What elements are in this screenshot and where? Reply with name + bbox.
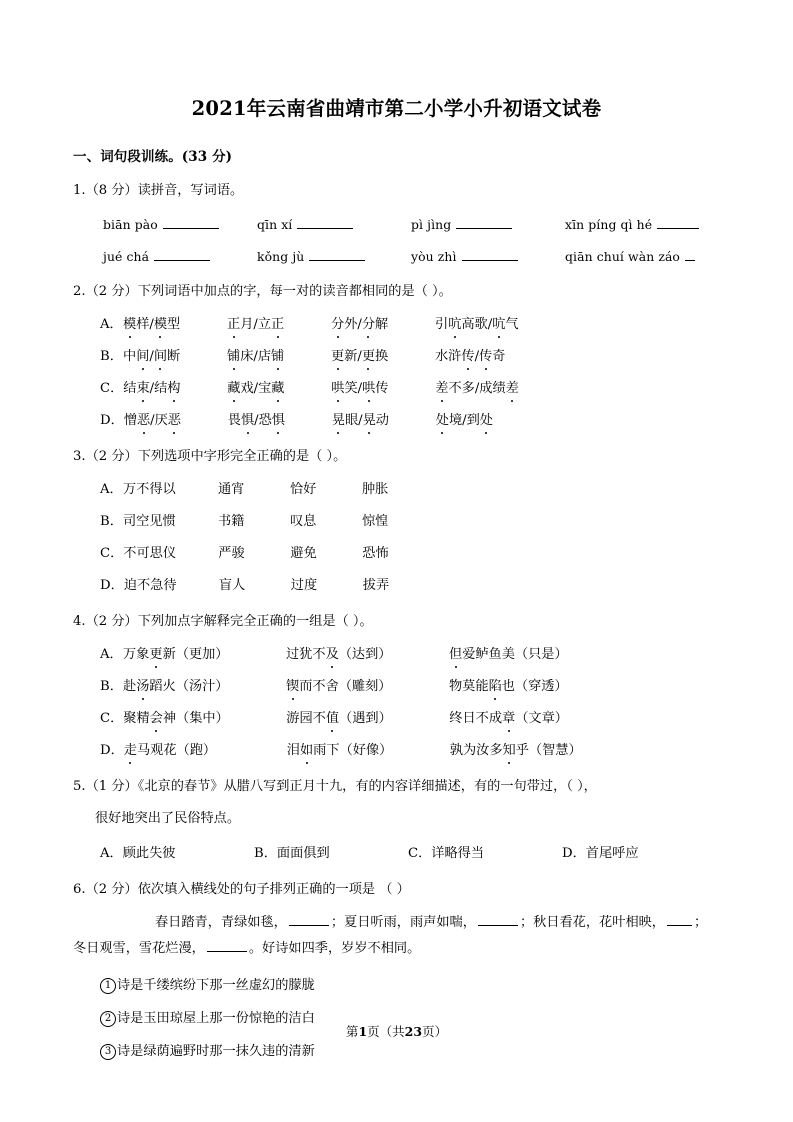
option-label: B．: [100, 513, 123, 529]
option-cell: 万象更新（更加）: [123, 644, 286, 665]
option-cell: 万不得以: [123, 481, 176, 497]
answer-blank[interactable]: [289, 914, 329, 926]
option-cell: 司空见惯: [123, 513, 176, 529]
option-cell: 肿胀: [362, 481, 389, 497]
question-4-stem: 4.（2 分）下列加点字解释完全正确的一组是（ ）。: [73, 614, 373, 630]
pinyin-text: yòu zhì: [411, 248, 457, 264]
option-cell: 通宵: [218, 481, 245, 497]
option-cell: 畏惧/恐惧: [228, 410, 332, 431]
option-cell: 书籍: [218, 513, 245, 529]
option-row-d[interactable]: [73, 740, 720, 761]
option-cell: 处境/到处: [436, 410, 493, 431]
option-cell: 避免: [290, 545, 317, 561]
option-label: D．: [100, 578, 124, 594]
list-item-text: 诗是绿荫遍野时那一抹久违的清新: [117, 1044, 315, 1059]
paragraph-indent: [73, 915, 155, 930]
option-row-c[interactable]: [73, 378, 720, 399]
option-cell: 赴汤蹈火（汤汁）: [123, 676, 286, 697]
option-cell: 但爱鲈鱼美（只是）: [449, 644, 568, 665]
option-cell: 迫不急待: [123, 578, 177, 594]
footer-prefix: 第: [345, 1024, 359, 1039]
pinyin-row: [103, 215, 720, 235]
answer-blank[interactable]: [297, 217, 353, 229]
option-cell: 游园不值（遇到）: [286, 708, 449, 729]
option-cell: 铺床/店铺: [227, 346, 331, 367]
option-c[interactable]: C．详略得当: [408, 845, 485, 861]
option-cell: 恰好: [290, 481, 317, 497]
question-5-stem-line1: 5.（1 分）《北京的春节》从腊八写到正月十九，有的内容详细描述，有的一句带过，（ ），: [73, 779, 597, 795]
option-cell: 物莫能陷也（穿透）: [449, 676, 568, 697]
option-d[interactable]: D．首尾呼应: [562, 845, 639, 861]
list-item: [100, 1041, 720, 1062]
option-row-c[interactable]: [73, 543, 720, 564]
circled-number-icon: 1: [100, 978, 116, 994]
page-footer: [0, 1022, 793, 1040]
question-6-sentence-list: [73, 975, 720, 1062]
pinyin-text: biān pào: [103, 216, 158, 232]
option-row-d[interactable]: [73, 575, 720, 596]
option-label: A．: [100, 316, 123, 332]
question-4: [73, 611, 720, 761]
option-label: D．: [100, 742, 124, 758]
option-label: B．: [100, 678, 123, 694]
option-cell: 过度: [290, 578, 318, 594]
pinyin-text: jué chá: [103, 248, 150, 264]
option-label: C．: [100, 545, 124, 561]
option-cell: 差不多/成绩差: [435, 378, 519, 399]
option-cell: 孰为汝多知乎（智慧）: [450, 740, 582, 761]
option-label: D．: [100, 413, 124, 429]
option-row-d[interactable]: [73, 410, 720, 431]
option-cell: 盲人: [218, 578, 246, 594]
option-cell: 聚精会神（集中）: [123, 708, 286, 729]
option-cell: 过犹不及（达到）: [286, 644, 449, 665]
question-2: [73, 281, 720, 431]
option-cell: 终日不成章（文章）: [449, 708, 568, 729]
footer-total-pages: 23: [404, 1024, 423, 1039]
option-cell: 更新/更换: [331, 346, 435, 367]
option-row-c[interactable]: [73, 708, 720, 729]
option-label: B．: [100, 348, 123, 364]
option-a[interactable]: A．顾此失彼: [100, 845, 176, 861]
option-row-a[interactable]: [73, 314, 720, 335]
answer-blank[interactable]: [456, 217, 512, 229]
option-cell: 走马观花（跑）: [124, 740, 287, 761]
list-item: [100, 975, 720, 996]
pinyin-cell: [103, 215, 257, 235]
pinyin-cell: [257, 215, 411, 235]
option-cell: 晃眼/晃动: [332, 410, 436, 431]
option-label: A．: [100, 481, 123, 497]
option-cell: 锲而不舍（雕刻）: [286, 676, 449, 697]
list-item-text: 诗是千缕缤纷下那一丝虚幻的朦胧: [117, 977, 315, 993]
question-5-options: [73, 843, 720, 864]
footer-middle: 页（共: [367, 1024, 405, 1039]
option-cell: 正月/立正: [227, 314, 331, 335]
question-5-stem-line2: 很好地突出了民俗特点。: [95, 811, 241, 827]
question-1-pinyin-block: [73, 215, 720, 267]
question-6-paragraph: [73, 910, 720, 961]
option-cell: 水浒传/传奇: [435, 346, 505, 367]
pinyin-text: qīn xí: [257, 216, 293, 232]
list-item-text: 诗是玉田琼屋上那一份惊艳的洁白: [117, 1010, 315, 1026]
option-cell: 分外/分解: [331, 314, 435, 335]
option-cell: 引吭高歌/吭气: [435, 314, 519, 335]
question-1: [73, 180, 720, 266]
answer-blank[interactable]: [163, 217, 219, 229]
option-cell: 哄笑/哄传: [331, 378, 435, 399]
answer-blank[interactable]: [154, 249, 210, 261]
pinyin-cell: [565, 247, 695, 267]
answer-blank[interactable]: [667, 914, 692, 926]
pinyin-cell: [411, 247, 565, 267]
option-label: A．: [100, 646, 123, 662]
option-row-b[interactable]: [73, 676, 720, 697]
pinyin-text: xīn píng qì hé: [565, 216, 653, 232]
answer-blank[interactable]: [207, 940, 247, 952]
pinyin-text: kǒng jù: [257, 248, 305, 264]
option-row-a[interactable]: [73, 644, 720, 665]
paragraph-part: 春日踏青，青绿如毯，: [155, 915, 287, 931]
option-cell: 憎恶/厌恶: [124, 410, 228, 431]
question-5: [73, 776, 720, 864]
question-1-stem: 1.（8 分）读拼音，写词语。: [73, 183, 244, 199]
paragraph-part: ；冬日观雪，雪花烂漫，: [73, 915, 708, 957]
option-b[interactable]: B．面面俱到: [254, 845, 330, 861]
option-label: C．: [100, 710, 124, 726]
question-3-stem: 3.（2 分）下列选项中字形完全正确的是（ ）。: [73, 449, 347, 465]
option-cell: 叹息: [290, 513, 317, 529]
option-cell: 模样/模型: [123, 314, 227, 335]
option-cell: 恐怖: [362, 545, 389, 561]
paragraph-part: 相映，: [625, 915, 665, 931]
question-2-stem: 2.（2 分）下列词语中加点的字，每一对的读音都相同的是（ ）。: [73, 284, 452, 300]
pinyin-cell: [257, 247, 411, 267]
option-cell: 泪如雨下（好像）: [287, 740, 450, 761]
option-cell: 拔弄: [362, 578, 390, 594]
pinyin-cell: [565, 215, 699, 235]
paragraph-part: ；秋日看花，花叶: [519, 915, 626, 931]
circled-number-icon: 2: [100, 1011, 116, 1027]
paragraph-part: 。好诗如四季，岁岁不相同。: [248, 941, 421, 957]
option-label: C．: [100, 381, 124, 397]
option-cell: 结束/结构: [123, 378, 227, 399]
pinyin-text: qiān chuí wàn záo: [565, 248, 680, 264]
pinyin-cell: [103, 247, 257, 267]
option-cell: 不可思仪: [123, 545, 177, 561]
answer-blank[interactable]: [462, 249, 518, 261]
answer-blank[interactable]: [685, 249, 695, 261]
answer-blank[interactable]: [657, 217, 699, 229]
option-cell: 惊惶: [362, 513, 389, 529]
paragraph-part: ；夏日听雨，雨声如喘，: [330, 915, 476, 931]
option-cell: 中间/间断: [123, 346, 227, 367]
footer-suffix: 页）: [422, 1024, 448, 1039]
option-row-b[interactable]: [73, 346, 720, 367]
page-title: 2021年云南省曲靖市第二小学小升初语文试卷: [191, 97, 602, 120]
option-cell: 严骏: [218, 545, 245, 561]
answer-blank[interactable]: [478, 914, 518, 926]
pinyin-cell: [411, 215, 565, 235]
footer-page-number: 1: [358, 1024, 368, 1039]
option-cell: 藏戏/宝藏: [227, 378, 331, 399]
option-row-a[interactable]: [73, 479, 720, 500]
pinyin-row: [103, 247, 720, 267]
section-heading: 一、词句段训练。(33 分): [73, 149, 233, 166]
circled-number-icon: 3: [100, 1044, 116, 1060]
question-3: [73, 446, 720, 596]
question-6-stem: 6.（2 分）依次填入横线处的句子排列正确的一项是 （ ）: [73, 881, 410, 897]
answer-blank[interactable]: [309, 249, 365, 261]
option-row-b[interactable]: [73, 511, 720, 532]
pinyin-text: pì jìng: [411, 216, 452, 232]
